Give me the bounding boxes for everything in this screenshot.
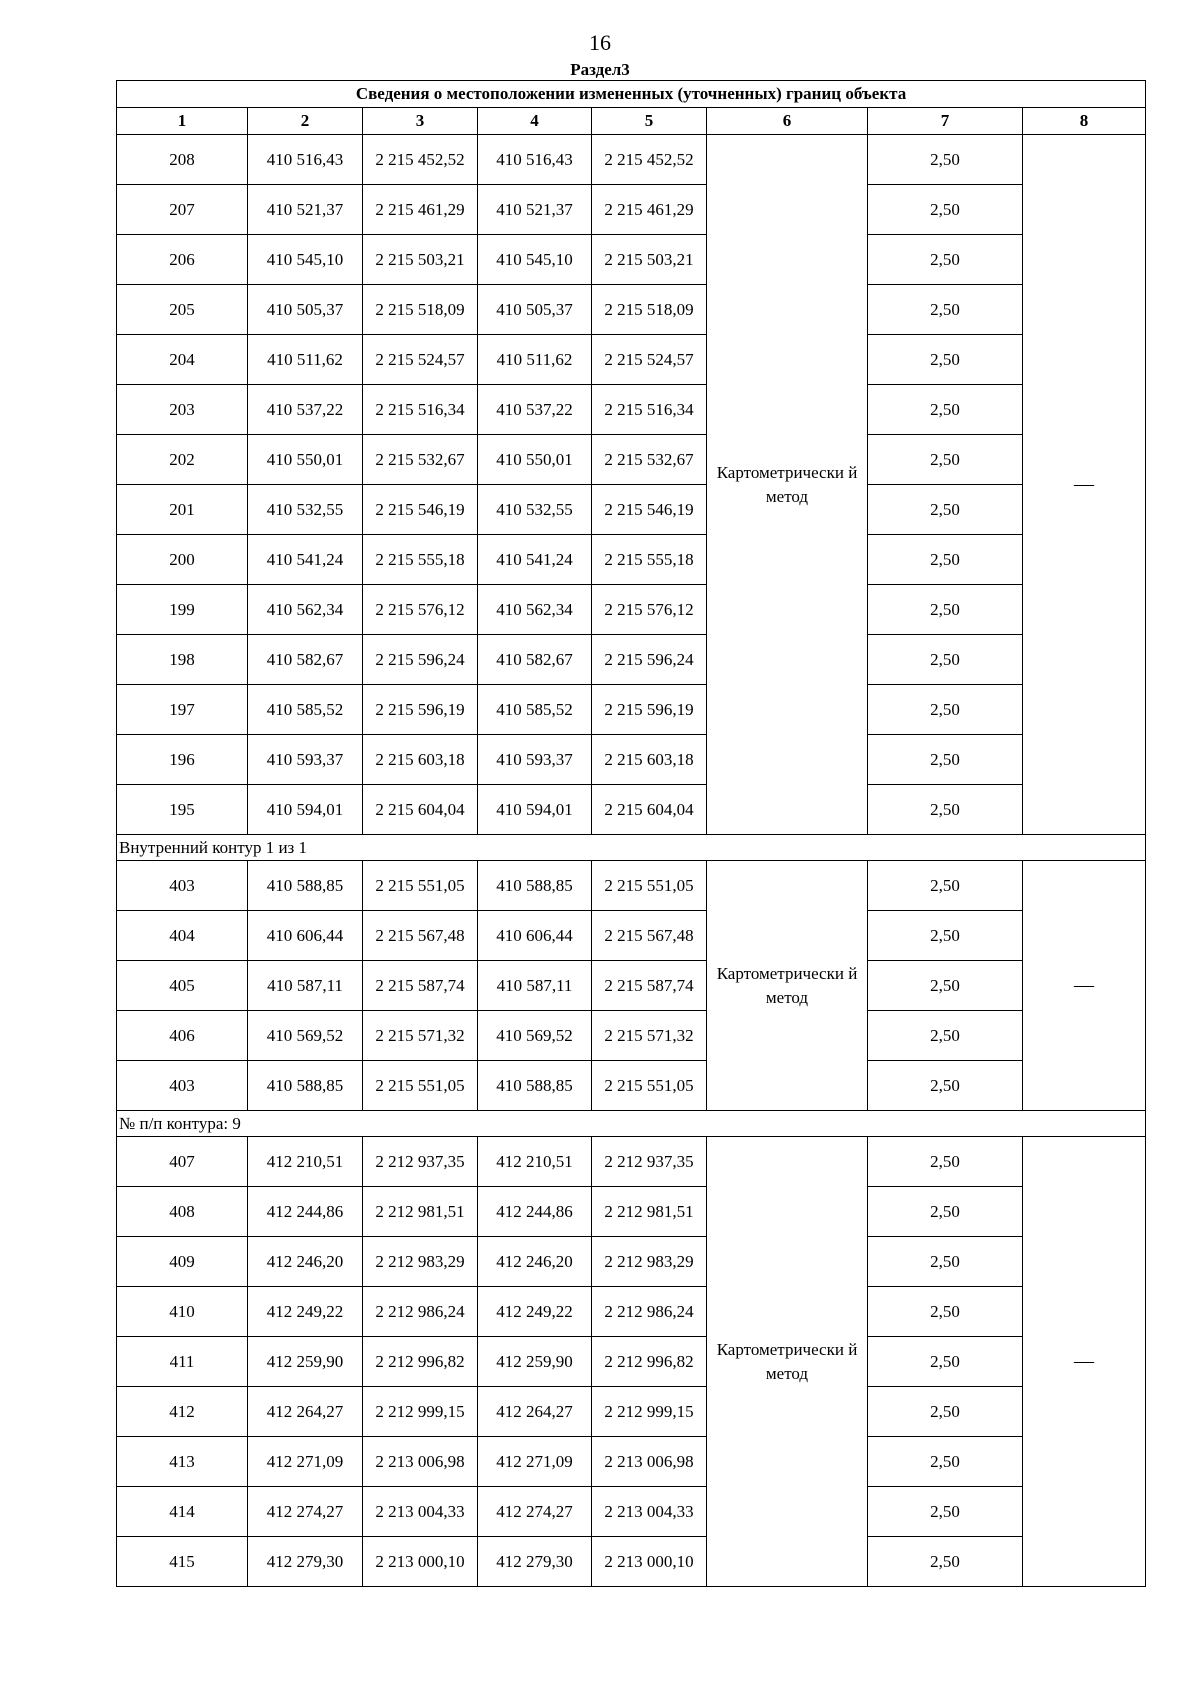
point-number-cell: 403 [117, 1061, 248, 1111]
y-existing-cell: 2 215 516,34 [363, 385, 478, 435]
column-header: 8 [1023, 108, 1146, 135]
x-existing-cell: 410 594,01 [248, 785, 363, 835]
y-new-cell: 2 212 983,29 [592, 1237, 707, 1287]
column-header: 6 [707, 108, 868, 135]
y-existing-cell: 2 213 006,98 [363, 1437, 478, 1487]
accuracy-cell: 2,50 [868, 1187, 1023, 1237]
x-new-cell: 410 516,43 [478, 135, 592, 185]
table-row [117, 585, 1146, 635]
accuracy-cell: 2,50 [868, 235, 1023, 285]
table-row [117, 1437, 1146, 1487]
y-existing-cell: 2 215 551,05 [363, 1061, 478, 1111]
accuracy-cell: 2,50 [868, 685, 1023, 735]
y-existing-cell: 2 215 452,52 [363, 135, 478, 185]
x-new-cell: 410 541,24 [478, 535, 592, 585]
point-number-cell: 200 [117, 535, 248, 585]
y-new-cell: 2 215 461,29 [592, 185, 707, 235]
x-existing-cell: 412 279,30 [248, 1537, 363, 1587]
point-number-cell: 407 [117, 1137, 248, 1187]
y-new-cell: 2 215 604,04 [592, 785, 707, 835]
y-new-cell: 2 213 006,98 [592, 1437, 707, 1487]
x-new-cell: 410 587,11 [478, 961, 592, 1011]
accuracy-cell: 2,50 [868, 635, 1023, 685]
x-new-cell: 410 588,85 [478, 861, 592, 911]
x-existing-cell: 412 246,20 [248, 1237, 363, 1287]
x-existing-cell: 410 521,37 [248, 185, 363, 235]
y-existing-cell: 2 212 996,82 [363, 1337, 478, 1387]
accuracy-cell: 2,50 [868, 135, 1023, 185]
y-existing-cell: 2 215 571,32 [363, 1011, 478, 1061]
table-row [117, 1337, 1146, 1387]
y-new-cell: 2 212 986,24 [592, 1287, 707, 1337]
contour-note: Внутренний контур 1 из 1 [117, 835, 1146, 861]
x-new-cell: 412 249,22 [478, 1287, 592, 1337]
x-new-cell: 410 562,34 [478, 585, 592, 635]
point-number-cell: 414 [117, 1487, 248, 1537]
y-new-cell: 2 215 546,19 [592, 485, 707, 535]
table-row [117, 785, 1146, 835]
y-existing-cell: 2 215 596,19 [363, 685, 478, 735]
x-existing-cell: 412 244,86 [248, 1187, 363, 1237]
accuracy-cell: 2,50 [868, 1387, 1023, 1437]
y-existing-cell: 2 215 555,18 [363, 535, 478, 585]
point-number-cell: 403 [117, 861, 248, 911]
accuracy-cell: 2,50 [868, 1237, 1023, 1287]
y-new-cell: 2 215 503,21 [592, 235, 707, 285]
point-number-cell: 197 [117, 685, 248, 735]
y-existing-cell: 2 213 000,10 [363, 1537, 478, 1587]
y-new-cell: 2 212 999,15 [592, 1387, 707, 1437]
table-row [117, 135, 1146, 185]
accuracy-cell: 2,50 [868, 1437, 1023, 1487]
point-number-cell: 195 [117, 785, 248, 835]
y-new-cell: 2 215 571,32 [592, 1011, 707, 1061]
x-existing-cell: 410 569,52 [248, 1011, 363, 1061]
point-number-cell: 196 [117, 735, 248, 785]
point-number-cell: 415 [117, 1537, 248, 1587]
column-header: 2 [248, 108, 363, 135]
y-existing-cell: 2 215 551,05 [363, 861, 478, 911]
x-new-cell: 410 545,10 [478, 235, 592, 285]
point-number-cell: 205 [117, 285, 248, 335]
column8-cell: — [1023, 861, 1146, 1111]
point-number-cell: 201 [117, 485, 248, 535]
x-existing-cell: 410 588,85 [248, 1061, 363, 1111]
accuracy-cell: 2,50 [868, 1337, 1023, 1387]
y-new-cell: 2 215 551,05 [592, 861, 707, 911]
x-new-cell: 410 505,37 [478, 285, 592, 335]
y-existing-cell: 2 215 546,19 [363, 485, 478, 535]
table-row [117, 1011, 1146, 1061]
table-row [117, 1487, 1146, 1537]
x-new-cell: 412 271,09 [478, 1437, 592, 1487]
y-existing-cell: 2 212 983,29 [363, 1237, 478, 1287]
y-existing-cell: 2 215 604,04 [363, 785, 478, 835]
table-row [117, 911, 1146, 961]
table-row [117, 1237, 1146, 1287]
y-new-cell: 2 215 516,34 [592, 385, 707, 435]
section-title: Раздел3 [570, 60, 630, 79]
table-row [117, 1387, 1146, 1437]
y-existing-cell: 2 215 518,09 [363, 285, 478, 335]
y-new-cell: 2 215 603,18 [592, 735, 707, 785]
table-row [117, 735, 1146, 785]
point-number-cell: 203 [117, 385, 248, 435]
table-row [117, 385, 1146, 435]
accuracy-cell: 2,50 [868, 185, 1023, 235]
x-existing-cell: 412 264,27 [248, 1387, 363, 1437]
table-row [117, 1061, 1146, 1111]
accuracy-cell: 2,50 [868, 1537, 1023, 1587]
x-new-cell: 412 279,30 [478, 1537, 592, 1587]
y-existing-cell: 2 215 596,24 [363, 635, 478, 685]
page-number: 16 [589, 30, 611, 55]
table-row [117, 235, 1146, 285]
x-existing-cell: 412 259,90 [248, 1337, 363, 1387]
column-header: 5 [592, 108, 707, 135]
x-existing-cell: 410 585,52 [248, 685, 363, 735]
x-new-cell: 412 264,27 [478, 1387, 592, 1437]
x-existing-cell: 412 274,27 [248, 1487, 363, 1537]
y-new-cell: 2 213 004,33 [592, 1487, 707, 1537]
table-row [117, 1287, 1146, 1337]
x-existing-cell: 412 210,51 [248, 1137, 363, 1187]
x-new-cell: 410 537,22 [478, 385, 592, 435]
point-number-cell: 206 [117, 235, 248, 285]
table-row [117, 435, 1146, 485]
x-existing-cell: 410 587,11 [248, 961, 363, 1011]
accuracy-cell: 2,50 [868, 385, 1023, 435]
accuracy-cell: 2,50 [868, 535, 1023, 585]
y-existing-cell: 2 215 532,67 [363, 435, 478, 485]
y-new-cell: 2 215 596,24 [592, 635, 707, 685]
x-existing-cell: 410 505,37 [248, 285, 363, 335]
y-existing-cell: 2 215 576,12 [363, 585, 478, 635]
table-row [117, 685, 1146, 735]
x-existing-cell: 410 541,24 [248, 535, 363, 585]
accuracy-cell: 2,50 [868, 961, 1023, 1011]
column-header: 3 [363, 108, 478, 135]
y-existing-cell: 2 212 981,51 [363, 1187, 478, 1237]
table-row [117, 1137, 1146, 1187]
accuracy-cell: 2,50 [868, 1137, 1023, 1187]
accuracy-cell: 2,50 [868, 435, 1023, 485]
x-existing-cell: 410 550,01 [248, 435, 363, 485]
x-existing-cell: 410 606,44 [248, 911, 363, 961]
point-number-cell: 404 [117, 911, 248, 961]
y-new-cell: 2 212 981,51 [592, 1187, 707, 1237]
table-row [117, 335, 1146, 385]
accuracy-cell: 2,50 [868, 1487, 1023, 1537]
y-existing-cell: 2 212 937,35 [363, 1137, 478, 1187]
point-number-cell: 410 [117, 1287, 248, 1337]
x-existing-cell: 410 562,34 [248, 585, 363, 635]
y-new-cell: 2 215 518,09 [592, 285, 707, 335]
column-header: 7 [868, 108, 1023, 135]
y-new-cell: 2 215 596,19 [592, 685, 707, 735]
contour-note: № п/п контура: 9 [117, 1111, 1146, 1137]
table-row [117, 1187, 1146, 1237]
method-cell: Картометрически й метод [707, 1137, 868, 1587]
table-header-row [117, 108, 1146, 135]
point-number-cell: 412 [117, 1387, 248, 1437]
table-row [117, 635, 1146, 685]
x-existing-cell: 410 593,37 [248, 735, 363, 785]
column8-cell: — [1023, 135, 1146, 835]
y-new-cell: 2 212 996,82 [592, 1337, 707, 1387]
point-number-cell: 413 [117, 1437, 248, 1487]
contour-note-row [117, 835, 1146, 861]
table-row [117, 285, 1146, 335]
method-cell: Картометрически й метод [707, 861, 868, 1111]
x-new-cell: 410 532,55 [478, 485, 592, 535]
x-new-cell: 410 594,01 [478, 785, 592, 835]
point-number-cell: 199 [117, 585, 248, 635]
contour-note-row [117, 1111, 1146, 1137]
y-existing-cell: 2 215 503,21 [363, 235, 478, 285]
y-new-cell: 2 215 567,48 [592, 911, 707, 961]
column-header: 1 [117, 108, 248, 135]
x-new-cell: 410 588,85 [478, 1061, 592, 1111]
y-new-cell: 2 215 555,18 [592, 535, 707, 585]
x-existing-cell: 412 271,09 [248, 1437, 363, 1487]
x-existing-cell: 410 511,62 [248, 335, 363, 385]
y-new-cell: 2 215 524,57 [592, 335, 707, 385]
y-new-cell: 2 215 576,12 [592, 585, 707, 635]
accuracy-cell: 2,50 [868, 1011, 1023, 1061]
y-existing-cell: 2 212 999,15 [363, 1387, 478, 1437]
accuracy-cell: 2,50 [868, 335, 1023, 385]
table-caption: Сведения о местоположении измененных (уточненных) границ объекта [117, 81, 1146, 108]
accuracy-cell: 2,50 [868, 735, 1023, 785]
y-existing-cell: 2 215 587,74 [363, 961, 478, 1011]
accuracy-cell: 2,50 [868, 1287, 1023, 1337]
y-existing-cell: 2 213 004,33 [363, 1487, 478, 1537]
table-row [117, 861, 1146, 911]
x-new-cell: 410 550,01 [478, 435, 592, 485]
coordinates-table [116, 80, 1146, 1587]
y-new-cell: 2 215 551,05 [592, 1061, 707, 1111]
x-existing-cell: 410 582,67 [248, 635, 363, 685]
y-existing-cell: 2 215 567,48 [363, 911, 478, 961]
accuracy-cell: 2,50 [868, 861, 1023, 911]
table-row [117, 485, 1146, 535]
y-new-cell: 2 212 937,35 [592, 1137, 707, 1187]
x-new-cell: 410 593,37 [478, 735, 592, 785]
accuracy-cell: 2,50 [868, 585, 1023, 635]
table-row [117, 535, 1146, 585]
table-row [117, 1537, 1146, 1587]
method-cell: Картометрически й метод [707, 135, 868, 835]
point-number-cell: 408 [117, 1187, 248, 1237]
column8-cell: — [1023, 1137, 1146, 1587]
y-existing-cell: 2 215 603,18 [363, 735, 478, 785]
y-new-cell: 2 215 587,74 [592, 961, 707, 1011]
x-new-cell: 410 606,44 [478, 911, 592, 961]
table-row [117, 961, 1146, 1011]
x-new-cell: 412 244,86 [478, 1187, 592, 1237]
point-number-cell: 198 [117, 635, 248, 685]
column-header: 4 [478, 108, 592, 135]
x-existing-cell: 412 249,22 [248, 1287, 363, 1337]
x-existing-cell: 410 588,85 [248, 861, 363, 911]
accuracy-cell: 2,50 [868, 785, 1023, 835]
x-new-cell: 412 259,90 [478, 1337, 592, 1387]
y-existing-cell: 2 212 986,24 [363, 1287, 478, 1337]
accuracy-cell: 2,50 [868, 285, 1023, 335]
x-existing-cell: 410 532,55 [248, 485, 363, 535]
x-new-cell: 410 521,37 [478, 185, 592, 235]
table-row [117, 185, 1146, 235]
x-existing-cell: 410 516,43 [248, 135, 363, 185]
point-number-cell: 411 [117, 1337, 248, 1387]
x-existing-cell: 410 537,22 [248, 385, 363, 435]
y-new-cell: 2 215 532,67 [592, 435, 707, 485]
y-new-cell: 2 215 452,52 [592, 135, 707, 185]
point-number-cell: 405 [117, 961, 248, 1011]
accuracy-cell: 2,50 [868, 485, 1023, 535]
x-new-cell: 410 511,62 [478, 335, 592, 385]
point-number-cell: 406 [117, 1011, 248, 1061]
x-new-cell: 412 210,51 [478, 1137, 592, 1187]
point-number-cell: 207 [117, 185, 248, 235]
x-new-cell: 412 274,27 [478, 1487, 592, 1537]
point-number-cell: 202 [117, 435, 248, 485]
point-number-cell: 409 [117, 1237, 248, 1287]
accuracy-cell: 2,50 [868, 911, 1023, 961]
point-number-cell: 204 [117, 335, 248, 385]
point-number-cell: 208 [117, 135, 248, 185]
x-new-cell: 410 569,52 [478, 1011, 592, 1061]
x-existing-cell: 410 545,10 [248, 235, 363, 285]
y-existing-cell: 2 215 461,29 [363, 185, 478, 235]
y-existing-cell: 2 215 524,57 [363, 335, 478, 385]
y-new-cell: 2 213 000,10 [592, 1537, 707, 1587]
x-new-cell: 412 246,20 [478, 1237, 592, 1287]
accuracy-cell: 2,50 [868, 1061, 1023, 1111]
x-new-cell: 410 585,52 [478, 685, 592, 735]
x-new-cell: 410 582,67 [478, 635, 592, 685]
